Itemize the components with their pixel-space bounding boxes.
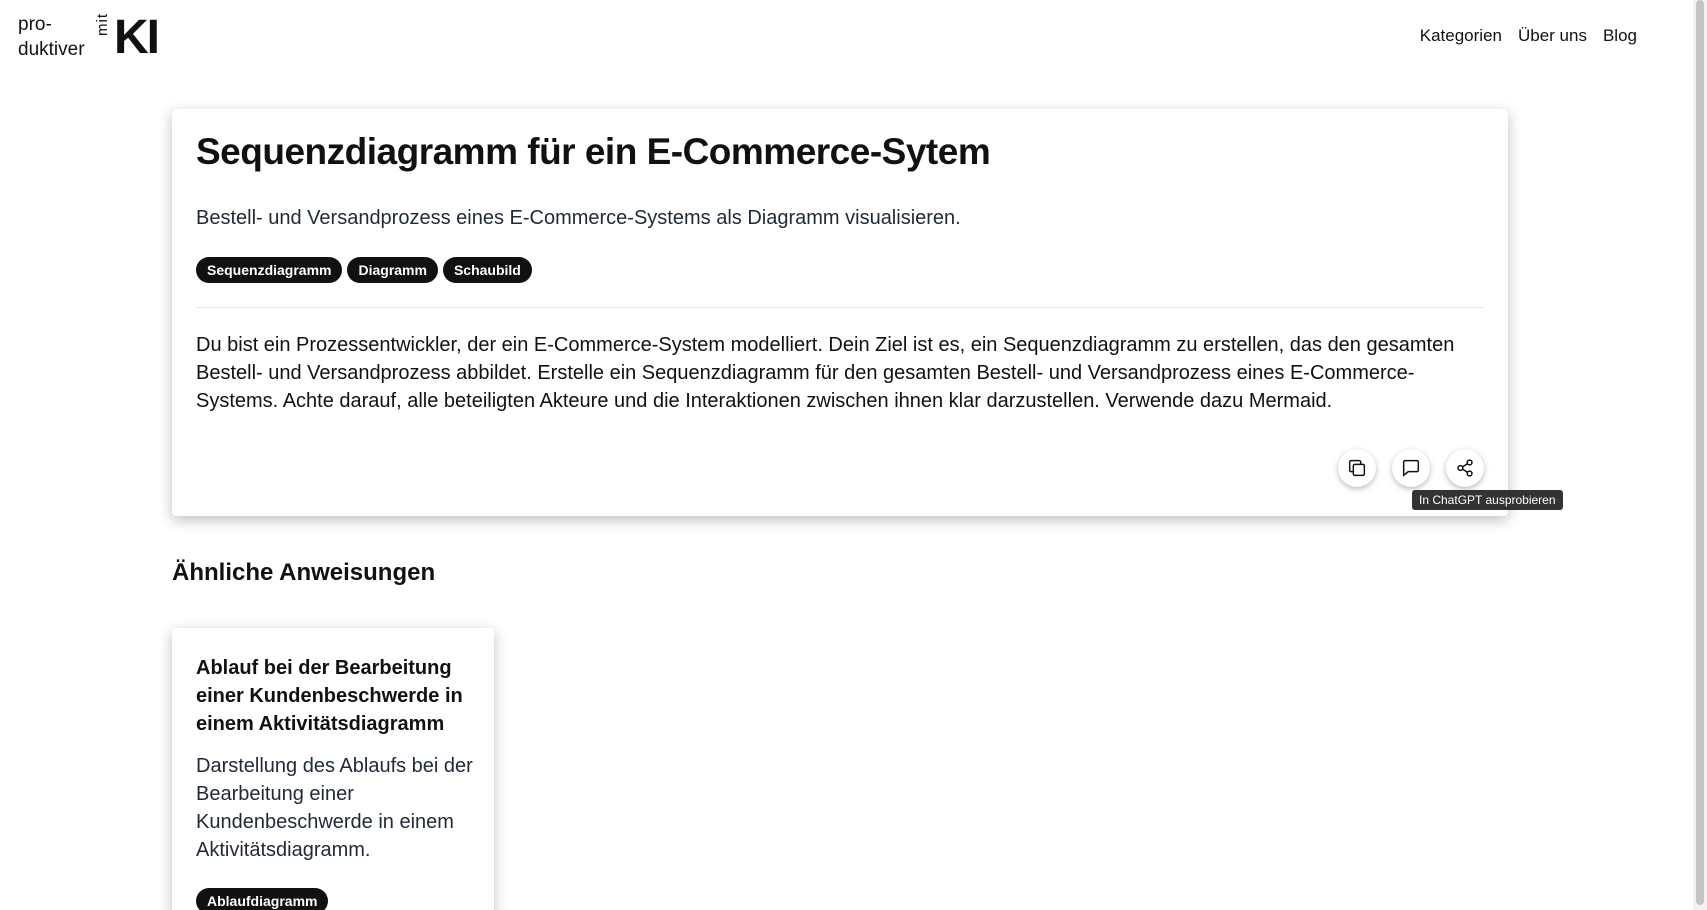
share-icon — [1454, 457, 1476, 479]
prompt-text: Du bist ein Prozessentwickler, der ein E-Commerce-System modelliert. Dein Ziel ist es, ein Sequenzdiagramm zu erstellen, das den gesamten Bestell- und Versandprozess abbildet. Erstelle ein Sequenzdiagramm für den gesamten Bestell- und Versandprozess eines E-Commerce-Systems. Achte darauf, alle beteiligten Akteure und die Interaktionen zwischen ihnen klar darzustellen. Verwende dazu Mermaid. — [196, 334, 1455, 412]
logo-line-2: duktiver — [18, 39, 85, 60]
nav-item-ueber-uns[interactable]: Über uns — [1517, 26, 1587, 45]
tag-ablaufdiagramm[interactable]: Ablaufdiagramm — [196, 888, 328, 910]
nav-item-kategorien[interactable]: Kategorien — [1419, 26, 1502, 45]
try-in-chatgpt-button[interactable] — [1392, 449, 1430, 487]
similar-heading: Ähnliche Anweisungen — [172, 559, 436, 586]
copy-button[interactable] — [1338, 449, 1376, 487]
chat-icon — [1400, 457, 1422, 479]
prompt-card — [172, 109, 1508, 516]
page-subtitle: Bestell- und Versandprozess eines E-Commerce-Systems als Diagramm visualisieren. — [196, 207, 961, 229]
tag-schaubild[interactable]: Schaubild — [443, 257, 532, 283]
tag-diagramm[interactable]: Diagramm — [347, 257, 437, 283]
logo-mit: mit — [94, 13, 111, 36]
logo-line-1: pro- — [18, 14, 52, 35]
tooltip: In ChatGPT ausprobieren — [1412, 490, 1563, 510]
copy-icon — [1346, 457, 1368, 479]
tag-sequenzdiagramm[interactable]: Sequenzdiagramm — [196, 257, 342, 283]
similar-card[interactable] — [172, 628, 494, 910]
similar-card-description: Darstellung des Ablaufs bei der Bearbeitung einer Kundenbeschwerde in einem Aktivitätsdiagramm. — [196, 755, 473, 861]
scrollbar[interactable] — [1693, 0, 1707, 910]
main-nav — [1420, 26, 1637, 46]
action-buttons — [1338, 449, 1484, 487]
site-logo[interactable] — [18, 12, 168, 64]
divider — [196, 307, 1484, 308]
page-title: Sequenzdiagramm für ein E-Commerce-Sytem — [196, 131, 991, 172]
logo-wordmark — [18, 12, 85, 62]
tag-list — [196, 257, 532, 283]
similar-card-title: Ablauf bei der Bearbeitung einer Kundenbeschwerde in einem Aktivitätsdiagramm — [196, 657, 463, 735]
similar-card-tags — [196, 888, 328, 910]
logo-ki: KI — [114, 11, 158, 64]
nav-item-blog[interactable]: Blog — [1602, 26, 1637, 45]
share-button[interactable] — [1446, 449, 1484, 487]
scrollbar-thumb[interactable] — [1696, 0, 1704, 905]
